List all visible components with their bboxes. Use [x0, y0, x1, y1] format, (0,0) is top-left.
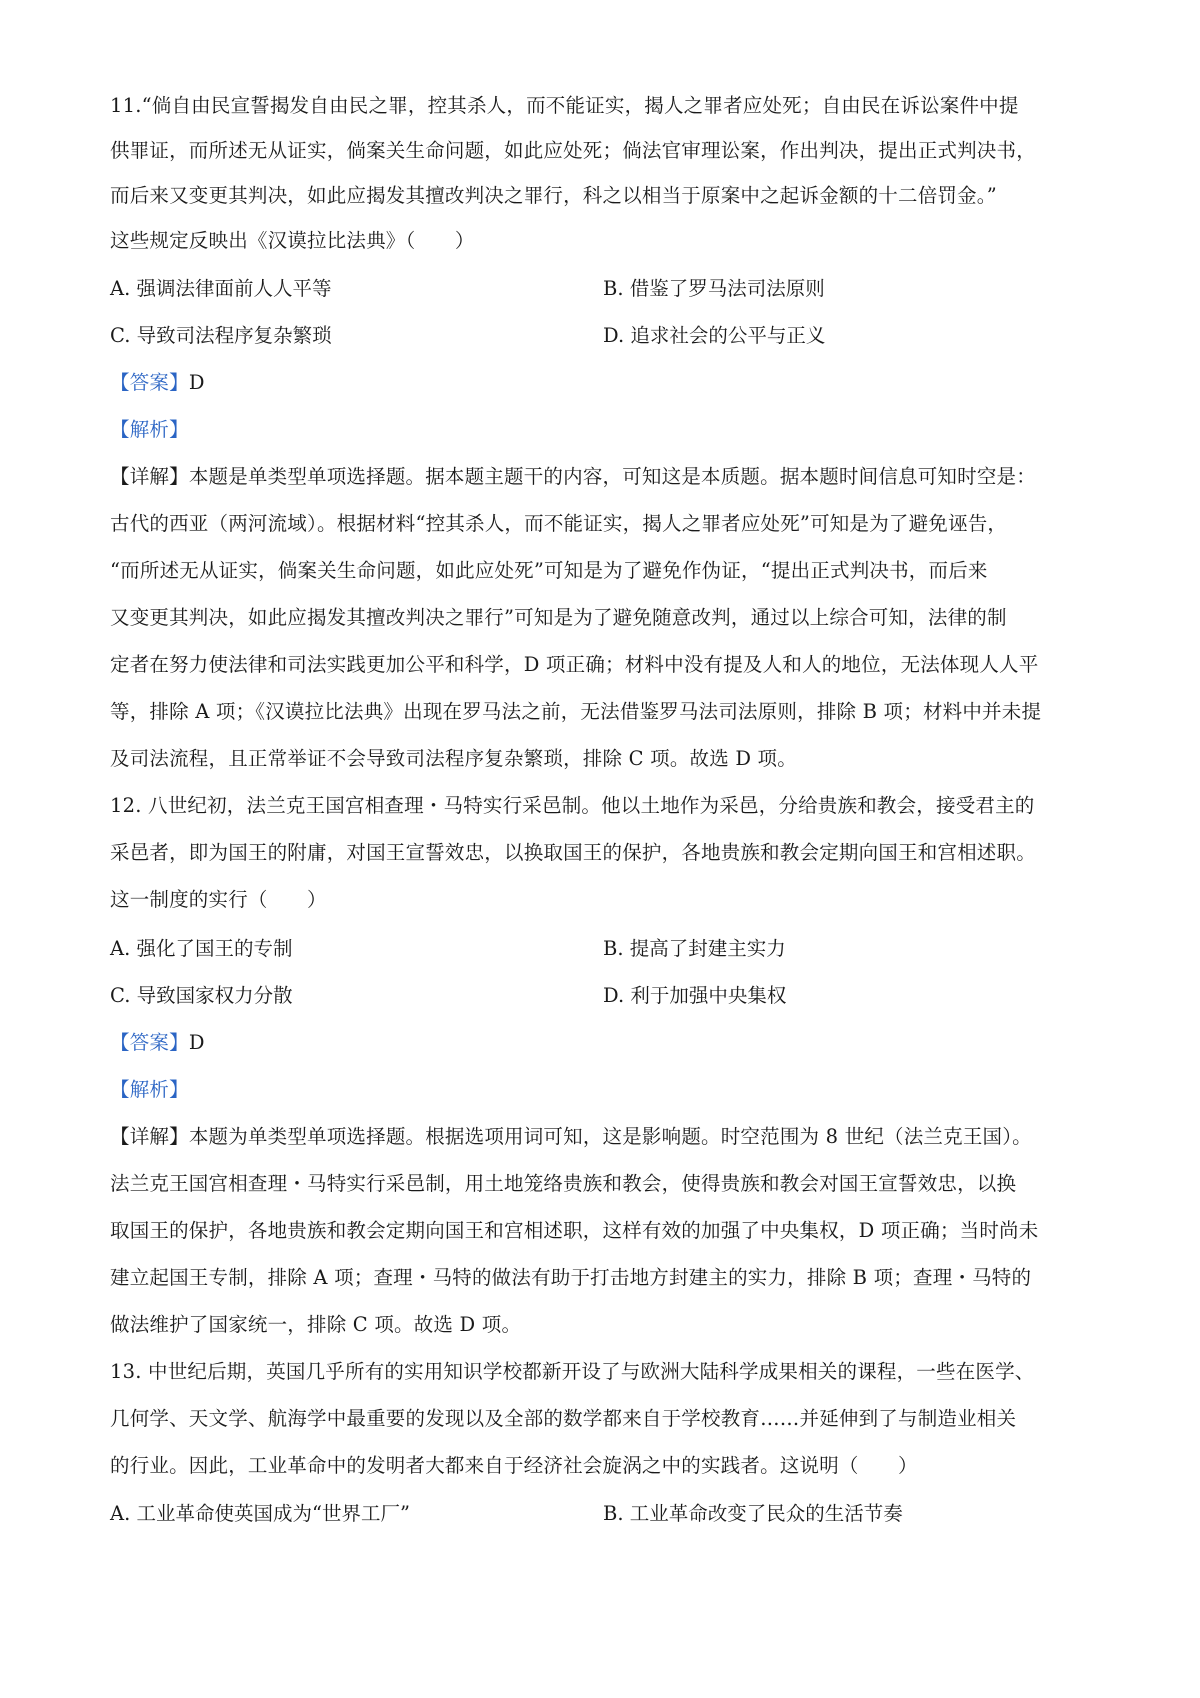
answer-tag: 【答案】 — [110, 1031, 189, 1054]
q11-option-c: C. 导致司法程序复杂繁琐 — [110, 324, 332, 347]
q11-analysis — [110, 416, 1100, 444]
q13-stem-line-2: 几何学、天文学、航海学中最重要的发现以及全部的数学都来自于学校教育……并延伸到了与制造业相关 — [110, 1407, 1017, 1430]
q11-detail-line-5: 定者在努力使法律和司法实践更加公平和科学，D 项正确；材料中没有提及人和人的地位，无法体现人人平 — [110, 653, 1039, 676]
q12-detail-line-3: 取国王的保护，各地贵族和教会定期向国王和宫相述职，这样有效的加强了中央集权，D 项正确；当时尚未 — [110, 1219, 1039, 1242]
q11-detail-line-7: 及司法流程，且正常举证不会导致司法程序复杂繁琐，排除 C 项。故选 D 项。 — [110, 747, 797, 770]
detail-tag: 【详解】 — [110, 465, 189, 488]
q13-option-b: B. 工业革命改变了民众的生活节奏 — [603, 1502, 903, 1525]
q12-stem-line-2: 采邑者，即为国王的附庸，对国王宣誓效忠，以换取国王的保护，各地贵族和教会定期向国王和宫相述职。 — [110, 841, 1036, 864]
q12-option-a: A. 强化了国王的专制 — [110, 937, 293, 960]
q12-detail-line-2: 法兰克王国宫相查理・马特实行采邑制，用土地笼络贵族和教会，使得贵族和教会对国王宣誓效忠，以换 — [110, 1172, 1017, 1195]
q12-option-b: B. 提高了封建主实力 — [603, 937, 786, 960]
answer-tag: 【答案】 — [110, 371, 189, 394]
q13-stem-line-1: 13. 中世纪后期，英国几乎所有的实用知识学校都新开设了与欧洲大陆科学成果相关的课程，一些在医学、 — [110, 1360, 1035, 1383]
q11-option-d: D. 追求社会的公平与正义 — [603, 324, 826, 347]
answer-value: D — [188, 371, 205, 394]
q13-stem-line-3: 的行业。因此，工业革命中的发明者大都来自于经济社会旋涡之中的实践者。这说明（ ） — [110, 1454, 918, 1477]
q11-stem-line-4: 这些规定反映出《汉谟拉比法典》（ ） — [110, 229, 475, 252]
q12-stem-line-3: 这一制度的实行（ ） — [110, 888, 327, 911]
analysis-tag: 【解析】 — [110, 1078, 189, 1101]
detail-tag: 【详解】 — [110, 1125, 189, 1148]
q11-detail-line-2: 古代的西亚（两河流域）。根据材料“控其杀人，而不能证实，揭人之罪者应处死”可知是为了避免诬告， — [110, 512, 1008, 535]
q12-detail-line-5: 做法维护了国家统一，排除 C 项。故选 D 项。 — [110, 1313, 522, 1336]
q12-option-d: D. 利于加强中央集权 — [603, 984, 787, 1007]
q11-option-a: A. 强调法律面前人人平等 — [110, 277, 332, 300]
q12-detail-line-4: 建立起国王专制，排除 A 项；查理・马特的做法有助于打击地方封建主的实力，排除 B 项；查理・马特的 — [110, 1266, 1032, 1289]
q11-detail-line-4: 又变更其判决，如此应揭发其擅改判决之罪行”可知是为了避免随意改判，通过以上综合可知，法律的制 — [110, 606, 1007, 629]
detail-text: 本题是单类型单项选择题。据本题主题干的内容，可知这是本质题。据本题时间信息可知时空是： — [188, 465, 1036, 488]
q11-stem-line-2: 供罪证，而所述无从证实，倘案关生命问题，如此应处死；倘法官审理讼案，作出判决，提出正式判决书， — [110, 139, 1036, 162]
q11-detail-line-3: “而所述无从证实，倘案关生命问题，如此应处死”可知是为了避免作伪证，“提出正式判决书，而后来 — [110, 559, 988, 582]
q12-stem-line-1: 12. 八世纪初，法兰克王国宫相查理・马特实行采邑制。他以土地作为采邑，分给贵族和教会，接受君主的 — [110, 794, 1035, 817]
q12-answer — [110, 1029, 1100, 1057]
q12-detail-line-1 — [110, 1123, 1100, 1151]
q11-option-b: B. 借鉴了罗马法司法原则 — [603, 277, 825, 300]
analysis-tag: 【解析】 — [110, 418, 189, 441]
q11-detail-line-6: 等，排除 A 项；《汉谟拉比法典》出现在罗马法之前，无法借鉴罗马法司法原则，排除 B 项；材料中并未提 — [110, 700, 1042, 723]
q11-answer — [110, 369, 1100, 397]
q12-analysis — [110, 1076, 1100, 1104]
q11-stem-line-1: 11.“倘自由民宣誓揭发自由民之罪，控其杀人，而不能证实，揭人之罪者应处死；自由民在诉讼案件中提 — [110, 94, 1019, 117]
detail-text: 本题为单类型单项选择题。根据选项用词可知，这是影响题。时空范围为 8 世纪（法兰克王国）。 — [188, 1125, 1032, 1148]
answer-value: D — [188, 1031, 205, 1054]
q11-stem-line-3: 而后来又变更其判决，如此应揭发其擅改判决之罪行，科之以相当于原案中之起诉金额的十二倍罚金。” — [110, 184, 997, 207]
q12-option-c: C. 导致国家权力分散 — [110, 984, 293, 1007]
q11-detail-line-1 — [110, 463, 1100, 491]
q13-option-a: A. 工业革命使英国成为“世界工厂” — [110, 1502, 410, 1525]
